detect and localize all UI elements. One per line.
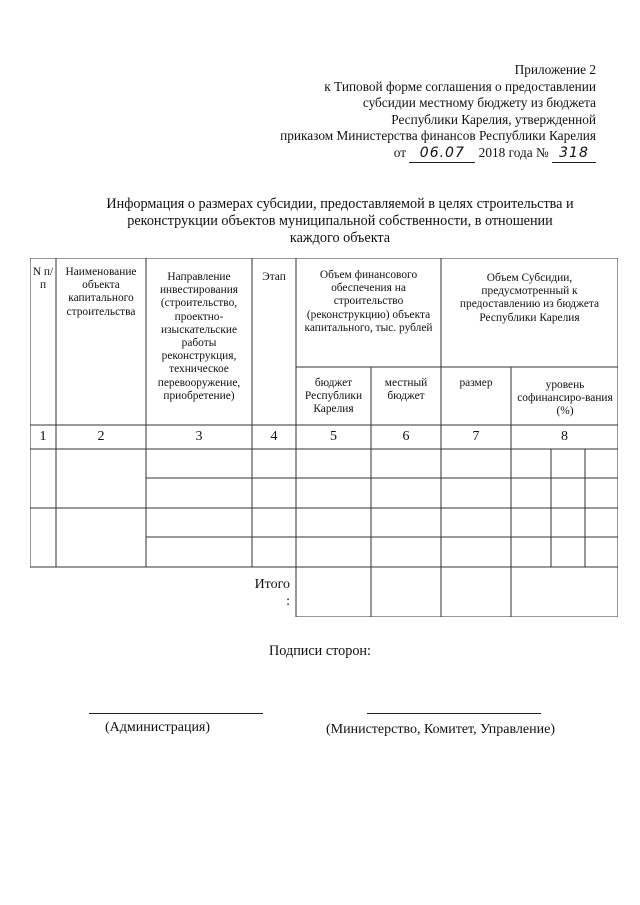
header-stage: Этап (262, 271, 286, 283)
total-colon: : (286, 594, 290, 609)
order-date-line (216, 145, 596, 163)
column-number: 4 (270, 429, 278, 444)
column-number: 7 (472, 429, 480, 444)
column-number: 3 (195, 429, 203, 444)
appendix-line: приказом Министерства финансов Республики Карелия (280, 128, 596, 144)
number-sign: № (535, 144, 549, 160)
column-number: 5 (330, 429, 337, 444)
appendix-line: Республики Карелия, утвержденной (391, 111, 596, 127)
title-line: Информация о размерах субсидии, предоставляемой в целях строительства и (106, 196, 574, 212)
title-line: реконструкции объектов муниципальной собственности, в отношении (127, 212, 553, 229)
appendix-line: к Типовой форме соглашения о предоставлении (324, 78, 596, 94)
header-funding-group: Объем финансового обеспечения на строительство (реконструкцию) объекта капитального, тыс. рублей (304, 269, 433, 334)
handwritten-date: 06.07 (409, 145, 475, 163)
appendix-block (216, 62, 596, 163)
column-number: 2 (97, 429, 105, 444)
header-local-budget: местный бюджет (384, 377, 428, 403)
header-size: размер (459, 377, 493, 389)
header-cofinancing-level: уровень софинансиро-вания (%) (517, 379, 613, 418)
from-label: от (393, 144, 407, 160)
total-text: Итого (254, 577, 290, 592)
signature-line-left (89, 713, 263, 714)
column-number: 8 (561, 429, 568, 444)
appendix-line: Приложение 2 (514, 62, 596, 77)
total-label (230, 576, 290, 610)
signature-label-administration: (Администрация) (105, 720, 211, 735)
title-line: каждого объекта (289, 229, 391, 246)
year-word: года (508, 144, 533, 160)
header-number: N п/п (32, 266, 54, 292)
document-title (80, 196, 600, 246)
header-budget-rk: бюджет Республики Карелия (304, 377, 363, 416)
signature-line-right (367, 713, 541, 714)
appendix-line: субсидии местному бюджету из бюджета (362, 95, 596, 111)
subsidy-table (30, 258, 618, 617)
signatures-title: Подписи сторон: (269, 643, 371, 659)
header-subsidy-group: Объем Субсидии, предусмотренный к предоставлению из бюджета Республики Карелия (459, 272, 600, 324)
column-number: 6 (402, 429, 410, 444)
signature-label-ministry: (Министерство, Комитет, Управление) (326, 722, 555, 737)
handwritten-order-number: 318 (552, 145, 596, 163)
column-number: 1 (39, 429, 47, 444)
header-investment-direction: Направление инвестирования (строительство, проектно-изыскательские работы реконструкция, техническое перевооружение, приобретение) (157, 271, 241, 402)
year-value: 2018 (478, 144, 506, 160)
header-object-name: Наименование объекта капитального строительства (65, 266, 137, 318)
